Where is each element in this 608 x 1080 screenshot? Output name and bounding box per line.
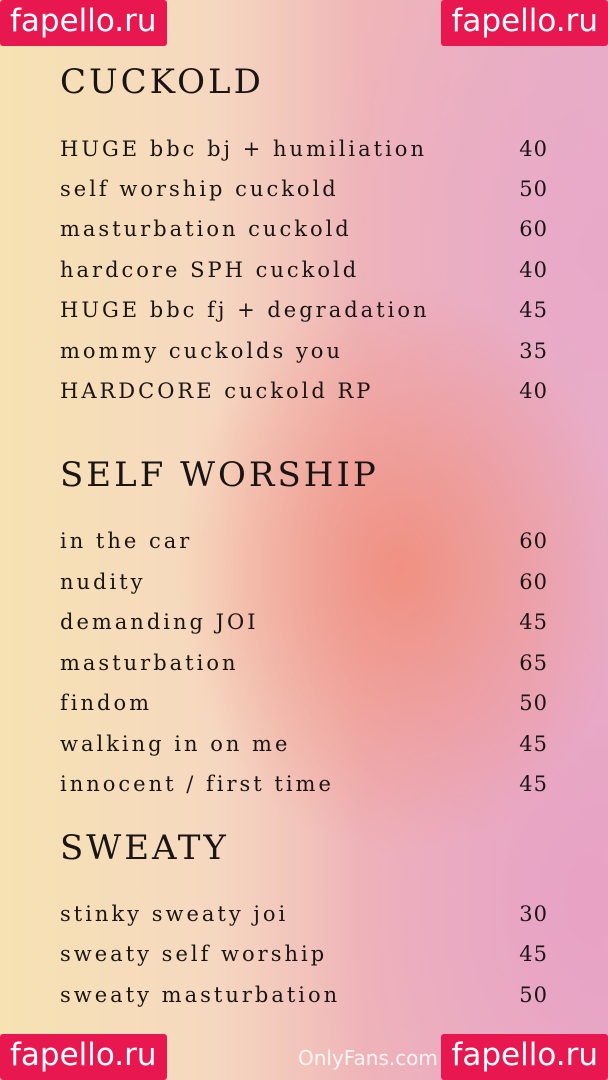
item-name: nudity <box>60 570 146 594</box>
watermark-top-right: fapello.ru <box>441 0 608 46</box>
item-name: hardcore SPH cuckold <box>60 258 360 282</box>
item-name: HUGE bbc fj + degradation <box>60 298 430 322</box>
item-price: 50 <box>519 177 548 201</box>
menu-item <box>60 258 548 282</box>
item-price: 60 <box>519 217 548 241</box>
item-price: 35 <box>519 339 548 363</box>
menu-item <box>60 217 548 241</box>
menu-item <box>60 529 548 553</box>
menu-item <box>60 732 548 756</box>
menu-item <box>60 772 548 796</box>
item-name: sweaty masturbation <box>60 983 341 1007</box>
item-name: HUGE bbc bj + humiliation <box>60 137 427 161</box>
watermark-bottom-left: fapello.ru <box>0 1034 167 1080</box>
item-name: stinky sweaty joi <box>60 902 289 926</box>
menu-item <box>60 137 548 161</box>
menu-item <box>60 298 548 322</box>
item-price: 65 <box>519 651 548 675</box>
item-name: self worship cuckold <box>60 177 339 201</box>
menu-item <box>60 610 548 634</box>
menu-item <box>60 177 548 201</box>
item-name: mommy cuckolds you <box>60 339 343 363</box>
item-price: 45 <box>519 610 548 634</box>
watermark-top-left: fapello.ru <box>0 0 167 46</box>
item-price: 40 <box>519 379 548 403</box>
item-price: 30 <box>519 902 548 926</box>
section-title-cuckold: CUCKOLD <box>60 62 264 102</box>
onlyfans-watermark: OnlyFans.com <box>298 1046 438 1070</box>
menu-item <box>60 651 548 675</box>
section-title-sweaty: SWEATY <box>60 828 229 868</box>
menu-item <box>60 570 548 594</box>
menu-item <box>60 942 548 966</box>
item-price: 40 <box>519 258 548 282</box>
item-name: findom <box>60 691 153 715</box>
menu-item <box>60 379 548 403</box>
item-price: 45 <box>519 298 548 322</box>
menu-item <box>60 902 548 926</box>
menu-item <box>60 691 548 715</box>
menu-item <box>60 983 548 1007</box>
section-title-self-worship: SELF WORSHIP <box>60 455 379 495</box>
item-name: walking in on me <box>60 732 291 756</box>
item-name: HARDCORE cuckold RP <box>60 379 374 403</box>
item-price: 50 <box>519 691 548 715</box>
item-name: masturbation cuckold <box>60 217 352 241</box>
item-price: 60 <box>519 529 548 553</box>
item-name: masturbation <box>60 651 239 675</box>
menu-item <box>60 339 548 363</box>
item-price: 45 <box>519 732 548 756</box>
item-name: sweaty self worship <box>60 942 328 966</box>
watermark-bottom-right: fapello.ru <box>441 1034 608 1080</box>
item-price: 60 <box>519 570 548 594</box>
item-price: 45 <box>519 942 548 966</box>
item-name: innocent / first time <box>60 772 334 796</box>
item-name: demanding JOI <box>60 610 259 634</box>
item-price: 45 <box>519 772 548 796</box>
item-price: 50 <box>519 983 548 1007</box>
item-name: in the car <box>60 529 193 553</box>
item-price: 40 <box>519 137 548 161</box>
